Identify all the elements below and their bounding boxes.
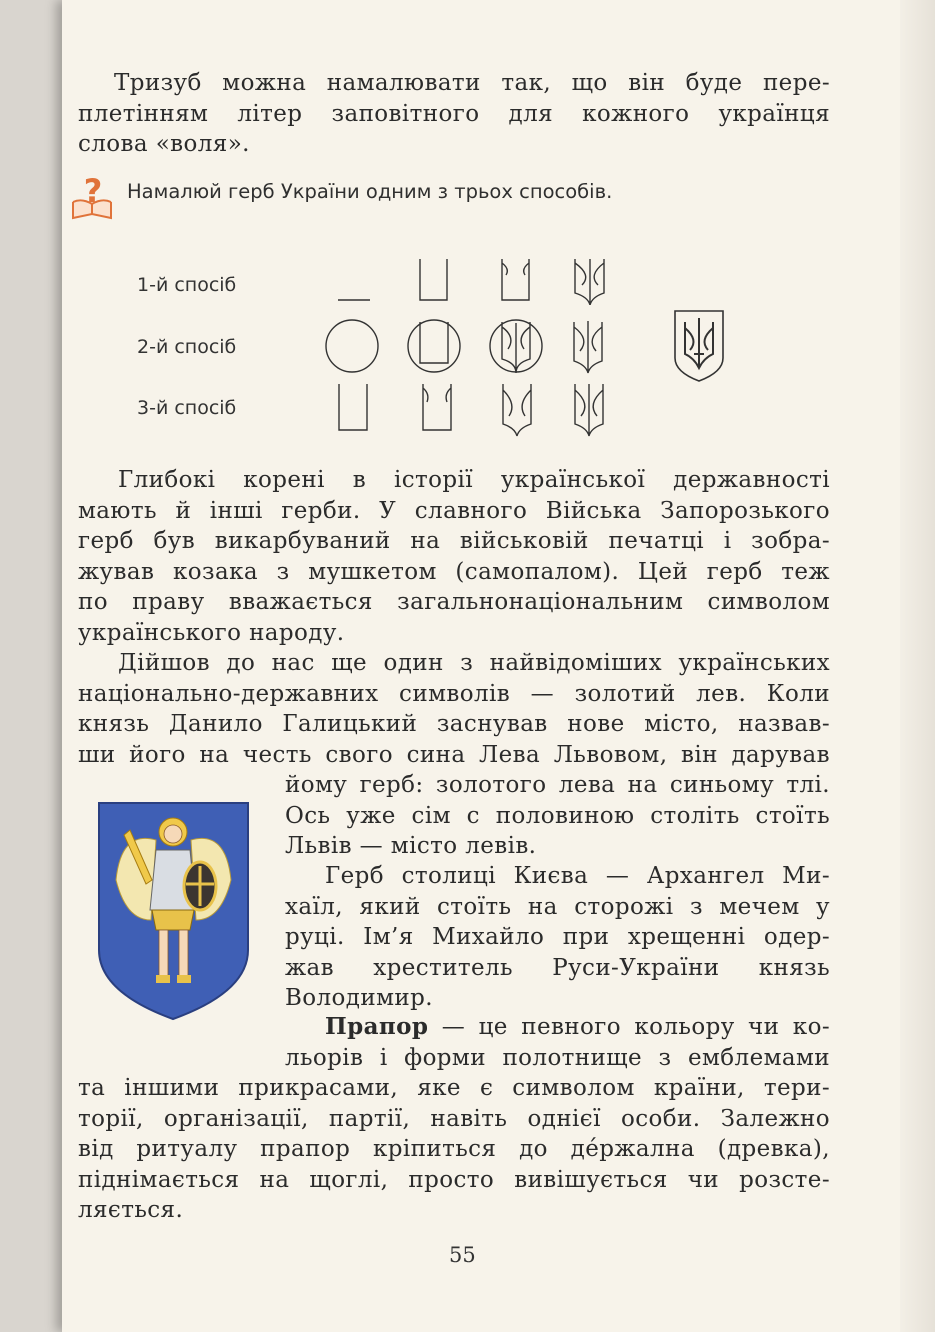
text-line: Львів — місто левів.: [285, 833, 537, 859]
text-line: руці. Ім’я Михайло при хрещенні одер-: [285, 924, 830, 950]
kyiv-coat-of-arms-image: [96, 800, 251, 1022]
text-line: Ось уже сім с половиною століть стоїть: [285, 802, 830, 829]
page-number: 55: [449, 1243, 476, 1267]
text-line: мають й інші герби. У славного Війська Запорозького: [78, 497, 830, 524]
intro-paragraph: [78, 68, 830, 160]
text-line: герб був викарбуваний на військовій печатці і зобра-: [78, 528, 830, 554]
text-line: українського народу.: [78, 619, 345, 646]
text-line: від ритуалу прапор кріпиться до дéржална (древка),: [78, 1136, 830, 1162]
text-line: хаїл, який стоїть на сторожі з мечем у: [285, 893, 830, 920]
text-line: національно-державних символів — золотий лев. Коли: [78, 680, 830, 707]
text-line: Дійшов до нас ще один з найвідоміших українських: [118, 650, 830, 676]
task-text: Намалюй герб України одним з трьох способів.: [127, 180, 613, 203]
question-book-icon: [70, 172, 116, 220]
method-3-label: 3-й спосіб: [137, 397, 237, 419]
text-fragment: — це певного кольору чи ко-: [428, 1014, 830, 1040]
intro-line: Тризуб можна намалювати так, що він буде пере-: [114, 70, 830, 96]
paragraph-flag: [78, 1012, 830, 1226]
method-2-steps: [322, 315, 652, 377]
text-line: Герб столиці Києва — Архангел Ми-: [325, 863, 830, 889]
step-u-horns: [502, 259, 529, 300]
paragraph-kyiv: [285, 861, 830, 1014]
text-line: князь Данило Галицький заснував нове місто, назвав-: [78, 711, 830, 737]
text-line: ляється.: [78, 1197, 184, 1223]
text-line: та іншими прикрасами, яке є символом країни, тери-: [78, 1075, 830, 1101]
step-trident-shape: [575, 259, 604, 305]
step-u-shape: [420, 259, 447, 300]
intro-line: плетінням літер заповітного для кожного українця: [78, 100, 830, 127]
method-1-steps: [330, 255, 630, 305]
paragraph-lion-continued: [285, 770, 830, 862]
step-circle: [326, 320, 378, 372]
method-1-label: 1-й спосіб: [137, 274, 237, 296]
text-line: Глибокі корені в історії української державності: [118, 467, 830, 493]
flag-first-line: [78, 1012, 830, 1043]
page-edge: [900, 0, 935, 1332]
text-line: ши його на честь свого сина Лева Львовом, він дарував: [78, 741, 830, 768]
intro-line: слова «воля».: [78, 131, 250, 157]
svg-text:?: ?: [83, 172, 103, 210]
text-line: йому герб: золотого лева на синьому тлі.: [285, 772, 830, 798]
term-flag: Прапор: [325, 1013, 429, 1040]
paragraph-history: [78, 465, 830, 648]
text-line: піднімається на щоглі, просто вивішується чи розсте-: [78, 1166, 830, 1193]
text-line: по праву вважається загальнонаціональним символом: [78, 589, 830, 615]
paragraph-lion: [78, 648, 830, 770]
text-line: Володимир.: [285, 985, 433, 1011]
text-line: жав хреститель Руси-України князь: [285, 954, 830, 981]
method-2-label: 2-й спосіб: [137, 336, 237, 358]
text-line: жував козака з мушкетом (самопалом). Цей герб теж: [78, 558, 830, 585]
ukraine-coat-of-arms-icon: [672, 308, 726, 384]
text-line: льорів і форми полотнище з емблемами: [285, 1044, 830, 1071]
text-line: торії, організації, партії, навіть однієї особи. Залежно: [78, 1105, 830, 1132]
method-3-steps: [335, 380, 615, 438]
